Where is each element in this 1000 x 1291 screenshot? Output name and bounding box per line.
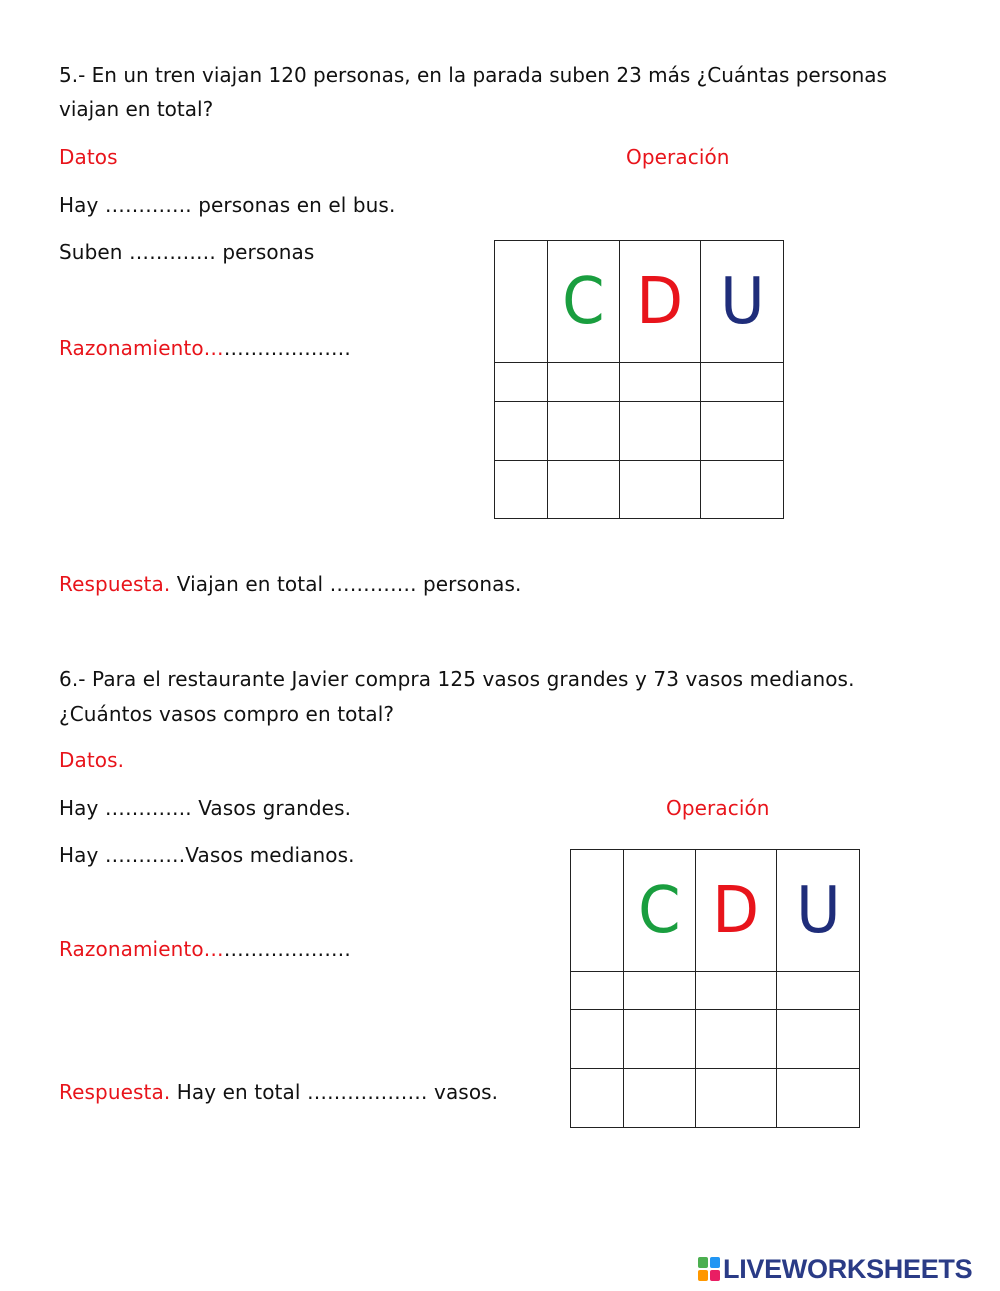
q5-grid-cell[interactable] xyxy=(701,402,784,461)
q6-grid-cell[interactable] xyxy=(777,1069,860,1128)
q5-data-line-2: Suben …………. personas xyxy=(59,240,315,264)
q6-grid-cell[interactable] xyxy=(624,1010,696,1069)
q6-grid-cell[interactable] xyxy=(571,972,624,1010)
q5-operacion-label: Operación xyxy=(626,145,730,169)
q6-datos-label: Datos. xyxy=(59,748,125,772)
q6-grid-cell[interactable] xyxy=(696,1069,777,1128)
q5-grid-cell[interactable] xyxy=(620,363,701,402)
question-6-line-2: ¿Cuántos vasos compro en total? xyxy=(59,702,395,726)
q6-grid-cell[interactable] xyxy=(777,1010,860,1069)
q6-data-line-1: Hay …………. Vasos grandes. xyxy=(59,796,352,820)
liveworksheets-logo xyxy=(698,1254,972,1284)
q6-respuesta xyxy=(59,1075,498,1109)
q5-grid-cell[interactable] xyxy=(701,461,784,519)
q5-grid-header-u xyxy=(701,241,784,363)
q5-grid-cell[interactable] xyxy=(548,363,620,402)
q5-grid-header-d xyxy=(620,241,701,363)
q6-respuesta-text[interactable]: Hay en total ……………… vasos. xyxy=(170,1080,499,1104)
q6-razonamiento xyxy=(59,932,351,966)
q5-razonamiento-blank[interactable]: ………………. xyxy=(223,336,351,360)
q6-grid-cell[interactable] xyxy=(624,1069,696,1128)
q5-razonamiento-label: Razonamiento… xyxy=(59,336,224,360)
q6-grid-cell[interactable] xyxy=(777,972,860,1010)
q5-grid-cell[interactable] xyxy=(495,363,548,402)
q5-grid-header-c xyxy=(548,241,620,363)
centenas-letter: C xyxy=(562,264,605,339)
q5-cdu-grid xyxy=(494,240,784,519)
q6-respuesta-label: Respuesta. xyxy=(59,1080,171,1104)
q5-grid-header-blank xyxy=(495,241,548,363)
q6-cdu-grid xyxy=(570,849,860,1128)
q5-datos-label: Datos xyxy=(59,145,118,169)
q5-grid-cell[interactable] xyxy=(548,461,620,519)
unidades-letter: U xyxy=(719,264,765,339)
q5-grid-cell[interactable] xyxy=(620,402,701,461)
q6-data-line-2: Hay …………Vasos medianos. xyxy=(59,843,355,867)
q6-grid-header-c xyxy=(624,850,696,972)
decenas-letter: D xyxy=(636,264,684,339)
q5-grid-cell[interactable] xyxy=(548,402,620,461)
liveworksheets-logo-text: LIVEWORKSHEETS xyxy=(723,1253,973,1284)
q5-grid-cell[interactable] xyxy=(620,461,701,519)
decenas-letter: D xyxy=(712,873,760,948)
q6-operacion-label: Operación xyxy=(666,796,770,820)
liveworksheets-logo-icon xyxy=(698,1257,720,1281)
q6-grid-header-u xyxy=(777,850,860,972)
question-6-line-1: 6.- Para el restaurante Javier compra 125 vasos grandes y 73 vasos medianos. xyxy=(59,667,855,691)
q6-grid-cell[interactable] xyxy=(696,972,777,1010)
q5-razonamiento xyxy=(59,331,351,365)
q5-respuesta-label: Respuesta. xyxy=(59,572,171,596)
q5-respuesta-text[interactable]: Viajan en total …………. personas. xyxy=(170,572,522,596)
q5-grid-cell[interactable] xyxy=(495,461,548,519)
q6-grid-cell[interactable] xyxy=(696,1010,777,1069)
q5-grid-cell[interactable] xyxy=(701,363,784,402)
q6-grid-cell[interactable] xyxy=(571,1010,624,1069)
q5-data-line-1: Hay …………. personas en el bus. xyxy=(59,193,396,217)
q6-grid-header-d xyxy=(696,850,777,972)
q5-grid-cell[interactable] xyxy=(495,402,548,461)
q5-respuesta xyxy=(59,567,521,601)
q6-razonamiento-blank[interactable]: ………………. xyxy=(223,937,351,961)
q6-grid-cell[interactable] xyxy=(624,972,696,1010)
unidades-letter: U xyxy=(795,873,841,948)
centenas-letter: C xyxy=(638,873,681,948)
question-5-text: 5.- En un tren viajan 120 personas, en la parada suben 23 más ¿Cuántas personas viajan en total? xyxy=(59,63,887,121)
q6-grid-header-blank xyxy=(571,850,624,972)
q6-razonamiento-label: Razonamiento… xyxy=(59,937,224,961)
q6-grid-cell[interactable] xyxy=(571,1069,624,1128)
